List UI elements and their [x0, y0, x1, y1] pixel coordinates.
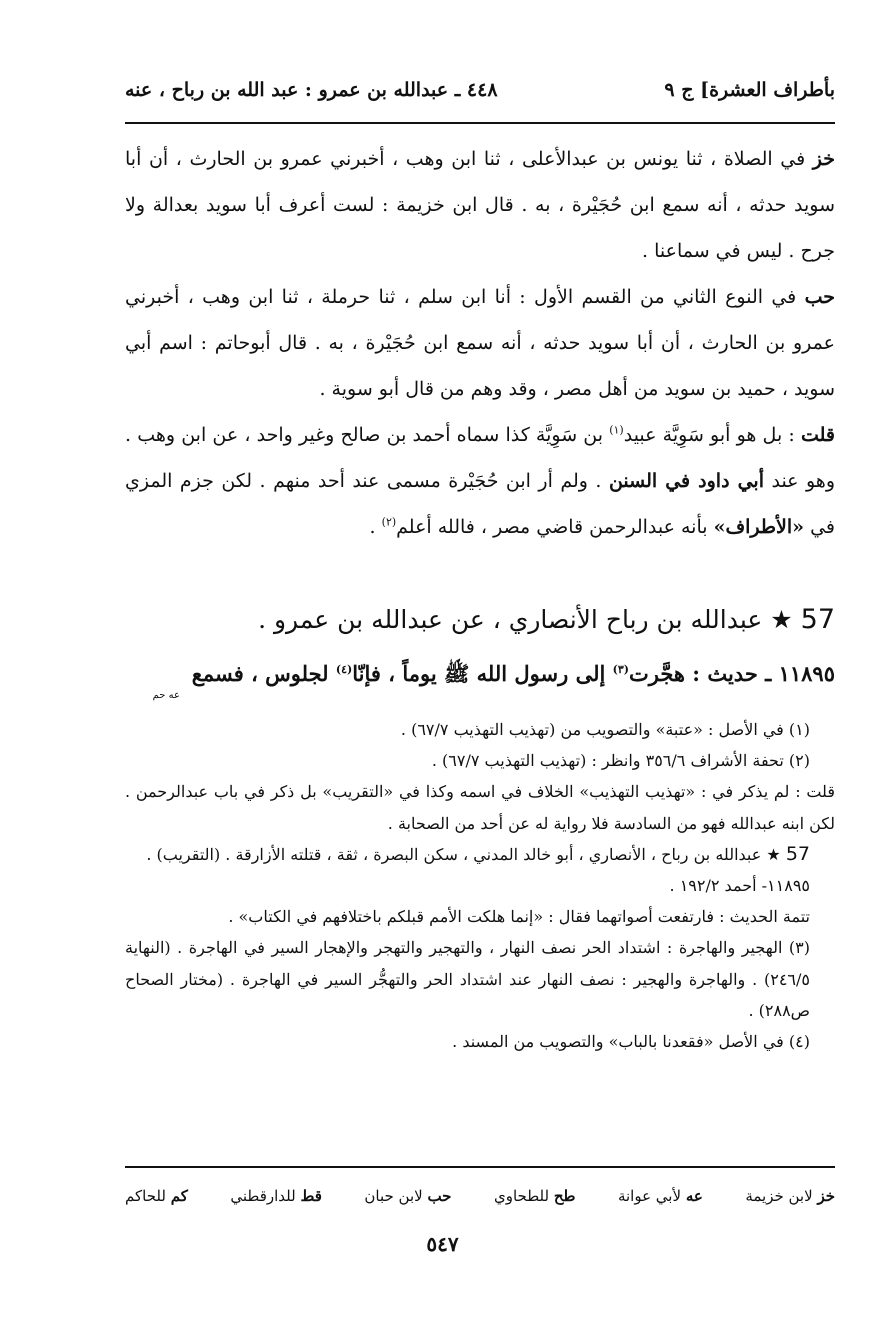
qult-bold: «الأطراف» — [713, 516, 805, 538]
star-icon: ★ — [770, 605, 793, 634]
legend-item — [125, 1180, 188, 1212]
footnotes — [125, 714, 835, 1057]
footnote-ref[interactable]: (٢) — [381, 515, 397, 529]
entry-text: في النوع الثاني من القسم الأول : أنا ابن سلم ، ثنا حرملة ، ثنا ابن وهب ، أخبرني عمرو بن الحارث ، أن أبا سويد حدثه ، أنه سمع ابن حُجَيْرة ، به . قال أبوحاتم : اسم أبي سويد ، حميد بن سويد من أهل مصر ، وقد وهم من قال أبو سوية . — [125, 286, 835, 400]
entry-text: في الصلاة ، ثنا يونس بن عبدالأعلى ، ثنا ابن وهب ، أخبرني عمرو بن الحارث ، أن أبا سويد حدثه ، أنه سمع ابن حُجَيْرة ، به . قال ابن خزيمة : لست أعرف أبا سويد بعدالة ولا جرح . ليس في سماعنا . — [125, 148, 835, 262]
legend-code: عه — [685, 1187, 703, 1205]
main-text — [125, 136, 835, 550]
legend-code: خز — [817, 1187, 835, 1205]
source-code: حب — [804, 286, 835, 308]
hadith-line — [125, 652, 835, 710]
running-header — [125, 70, 835, 110]
hadith-text: ـ حديث : هجَّرت — [628, 661, 779, 686]
hadith-text: إلى رسول الله ﷺ يوماً ، فإنّا — [352, 661, 613, 686]
bio-number: 57 — [800, 604, 835, 635]
legend-code: طح — [553, 1187, 576, 1205]
qult-paragraph — [125, 412, 835, 550]
qult-text: بن سَوِيَّة كذا سماه أحمد بن صالح وغير واحد ، عن ابن وهب . وهو عند — [125, 424, 835, 492]
abbreviation-legend — [125, 1180, 835, 1212]
biography-heading — [125, 595, 835, 645]
legend-item — [618, 1180, 703, 1212]
legend-label: لابن خزيمة — [745, 1187, 818, 1205]
footnote: تتمة الحديث : فارتفعت أصواتهما فقال : «إنما هلكت الأمم قبلكم باختلافهم في الكتاب» . — [228, 907, 810, 927]
legend-code: حب — [427, 1187, 452, 1205]
footnote: ١١٨٩٥- أحمد ١٩٢/٢ . — [669, 876, 810, 896]
footnote: (١) في الأصل : «عتبة» والتصويب من (تهذيب التهذيب ٦٧/٧) . — [400, 720, 810, 739]
footnote-bio — [125, 839, 835, 870]
bio-heading-text: عبدالله بن رباح الأنصاري ، عن عبدالله بن عمرو . — [258, 605, 771, 634]
footnote: (٣) الهجير والهاجرة : اشتداد الحر نصف النهار ، والتهجير والتهجر والإهجار السير في الهاجرة . (النهاية ٢٤٦/٥) . والهاجرة والهجير : نصف النهار عند اشتداد الحر والتهجُّر السير في الهاجرة . (مختار الصحاح ص٢٨٨) . — [125, 938, 810, 1020]
legend-item — [494, 1180, 575, 1212]
header-left: ٤٤٨ ـ عبدالله بن عمرو : عبد الله بن رباح ، عنه — [125, 79, 498, 101]
header-right: بأطراف العشرة] ج ٩ — [664, 79, 835, 101]
entry-hb — [125, 274, 835, 412]
footnote: (٤) في الأصل «فقعدنا بالباب» والتصويب من المسند . — [452, 1032, 810, 1052]
qult-label: قلت — [800, 424, 835, 446]
bio-number: 57 — [785, 842, 810, 865]
hadith-text: لجلوس ، فسمع — [191, 661, 336, 686]
qult-text: . ولم أر ابن حُجَيْرة مسمى عند أحد منهم . لكن جزم المزي في — [125, 470, 835, 538]
source-code: خز — [812, 148, 835, 170]
legend-label: للحاكم — [125, 1187, 171, 1205]
star-icon: ★ — [766, 844, 781, 864]
qult-text: . — [369, 516, 382, 538]
qult-bold: أبي داود في السنن — [608, 470, 764, 492]
legend-rule — [125, 1166, 835, 1168]
legend-item — [745, 1180, 835, 1212]
legend-code: كم — [170, 1187, 188, 1205]
legend-label: للدارقطني — [230, 1187, 301, 1205]
qult-text: بأنه عبدالرحمن قاضي مصر ، فالله أعلم — [396, 516, 714, 538]
legend-code: قط — [300, 1187, 322, 1205]
footnote-ref[interactable]: (٣) — [612, 663, 629, 676]
footnote-ref[interactable]: (١) — [609, 423, 624, 437]
legend-item — [230, 1180, 322, 1212]
legend-item — [364, 1180, 451, 1212]
footnote-bio-text: عبدالله بن رباح ، الأنصاري ، أبو خالد المدني ، سكن البصرة ، ثقة ، قتلته الأزارقة . (التقريب) . — [146, 844, 767, 864]
legend-label: لابن حبان — [364, 1187, 428, 1205]
hadith-source-codes: عه حم — [152, 690, 180, 701]
footnote-ref[interactable]: (٤) — [335, 663, 353, 676]
footnote: قلت : لم يذكر في : «تهذيب التهذيب» الخلاف في اسمه وكذا في «التقريب» بل ذكر في باب عبدالرحمن . لكن ابنه عبدالله فهو من السادسة فلا رواية له عن أحد من الصحابة . — [125, 782, 836, 833]
page-number: ٥٤٧ — [426, 1232, 459, 1256]
legend-label: لأبي عوانة — [617, 1187, 686, 1205]
header-rule — [125, 122, 835, 124]
qult-text: : بل هو أبو سَوِيَّة عبيد — [623, 424, 801, 446]
legend-label: للطحاوي — [493, 1187, 554, 1205]
entry-khz — [125, 136, 835, 274]
hadith-number: ١١٨٩٥ — [778, 661, 835, 686]
footnote: (٢) تحفة الأشراف ٣٥٦/٦ وانظر : (تهذيب التهذيب ٦٧/٧) . — [431, 751, 810, 771]
